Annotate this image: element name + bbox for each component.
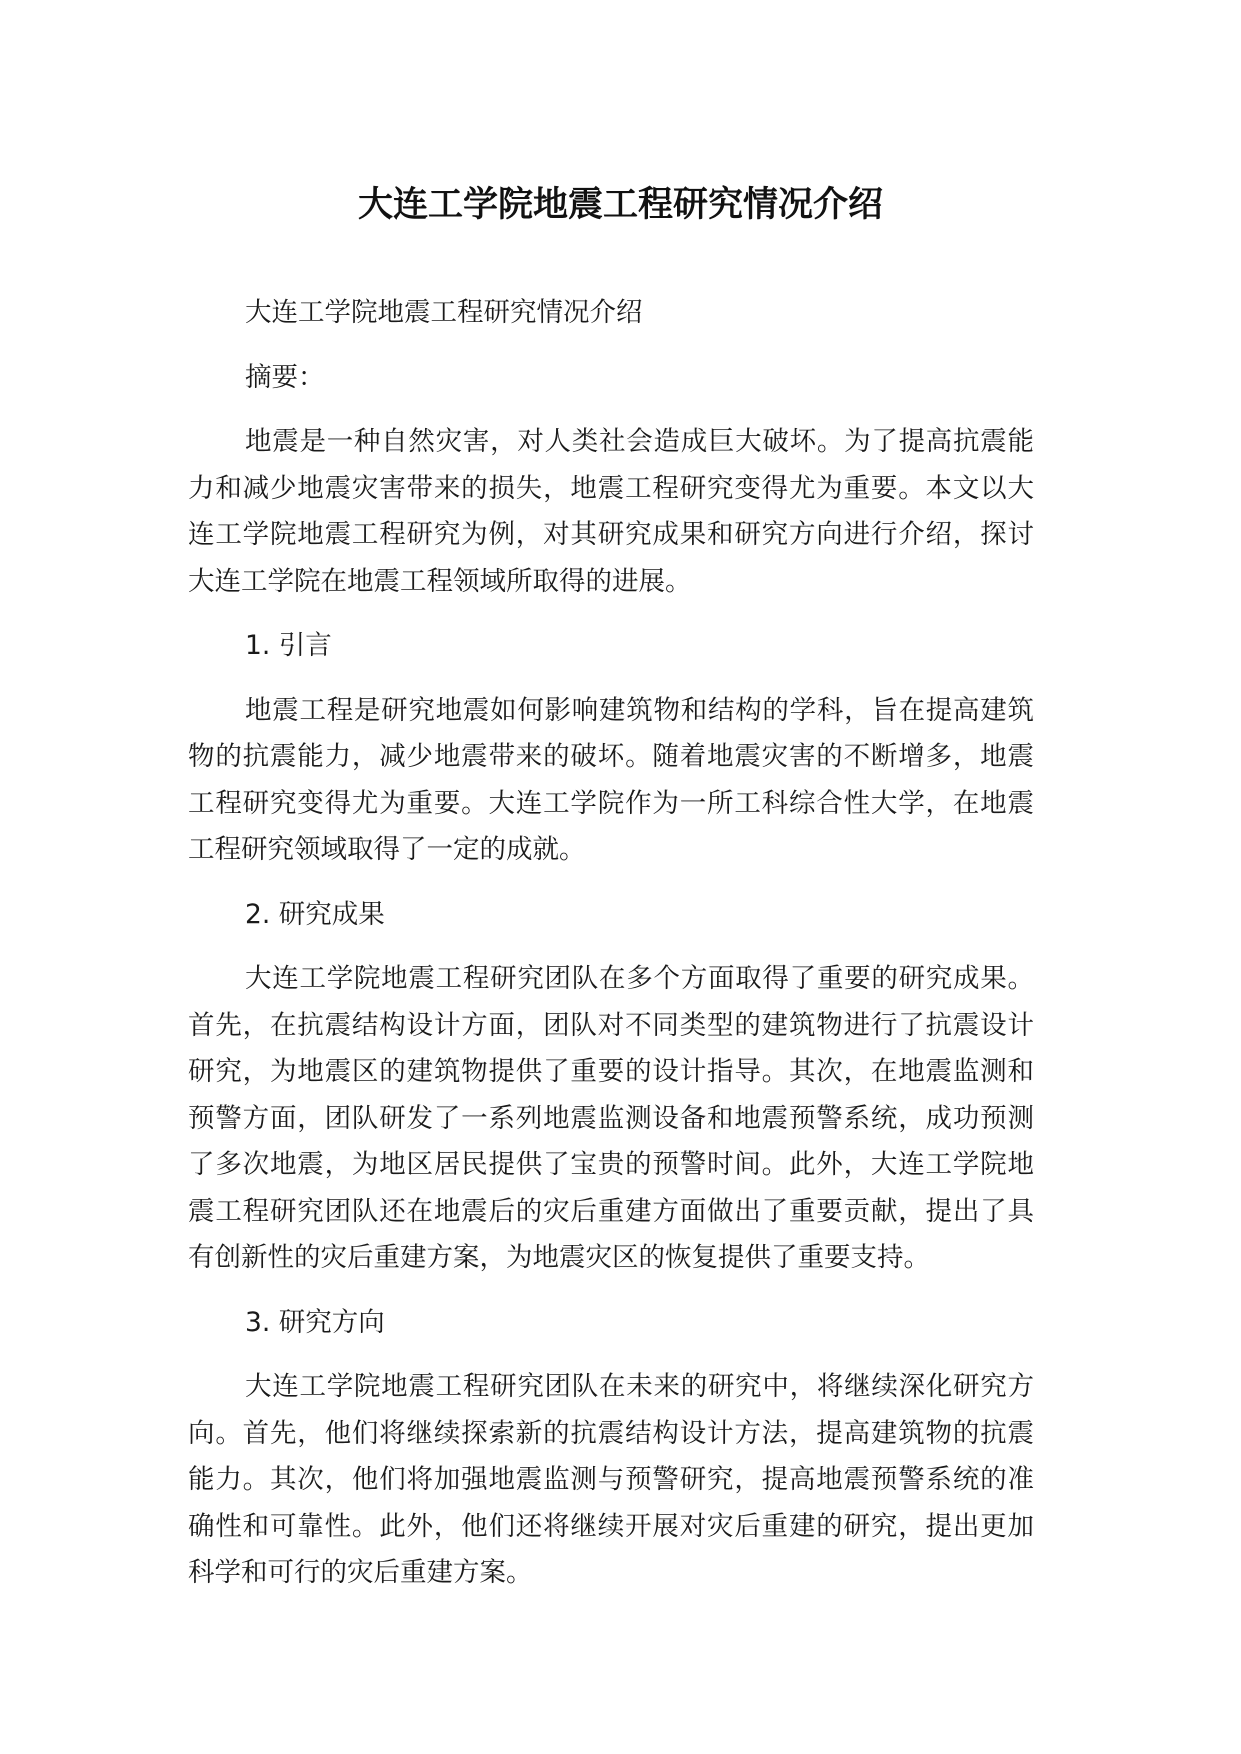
section-heading-results: 2. 研究成果: [245, 898, 385, 930]
subtitle-paragraph: 大连工学院地震工程研究情况介绍: [245, 297, 643, 328]
directions-paragraph: 大连工学院地震工程研究团队在未来的研究中，将继续深化研究方向。首先，他们将继续探索新的抗震结构设计方法，提高建筑物的抗震能力。其次，他们将加强地震监测与预警研究，提高地震预警系统的准确性和可靠性。此外，他们还将继续开展对灾后重建的研究，提出更加科学和可行的灾后重建方案。: [188, 1371, 1034, 1588]
results-paragraph: 大连工学院地震工程研究团队在多个方面取得了重要的研究成果。首先，在抗震结构设计方面，团队对不同类型的建筑物进行了抗震设计研究，为地震区的建筑物提供了重要的设计指导。其次，在地震监测和预警方面，团队研发了一系列地震监测设备和地震预警系统，成功预测了多次地震，为地区居民提供了宝贵的预警时间。此外，大连工学院地震工程研究团队还在地震后的灾后重建方面做出了重要贡献，提出了具有创新性的灾后重建方案，为地震灾区的恢复提供了重要支持。: [188, 963, 1034, 1273]
abstract-label: 摘要：: [245, 361, 325, 393]
abstract-paragraph: 地震是一种自然灾害，对人类社会造成巨大破坏。为了提高抗震能力和减少地震灾害带来的损失，地震工程研究变得尤为重要。本文以大连工学院地震工程研究为例，对其研究成果和研究方向进行介绍，探讨大连工学院在地震工程领域所取得的进展。: [188, 426, 1034, 597]
introduction-paragraph: 地震工程是研究地震如何影响建筑物和结构的学科，旨在提高建筑物的抗震能力，减少地震带来的破坏。随着地震灾害的不断增多，地震工程研究变得尤为重要。大连工学院作为一所工科综合性大学，在地震工程研究领域取得了一定的成就。: [188, 694, 1034, 865]
document-body: [188, 290, 1034, 1615]
section-heading-introduction: 1. 引言: [245, 630, 332, 661]
document-title: 大连工学院地震工程研究情况介绍: [357, 185, 883, 225]
section-heading-directions: 3. 研究方向: [245, 1306, 385, 1338]
